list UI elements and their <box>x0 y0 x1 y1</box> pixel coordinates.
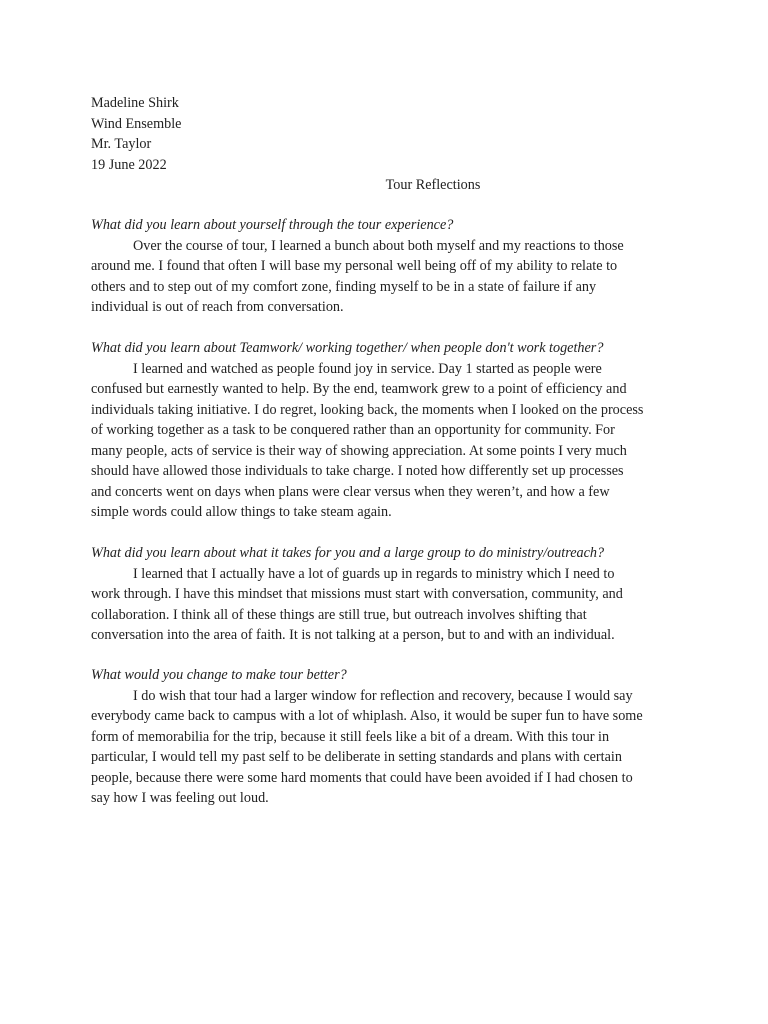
answer-line: Over the course of tour, I learned a bunch about both myself and my reactions to those <box>133 237 624 254</box>
answer-line: I do wish that tour had a larger window for reflection and recovery, because I would say <box>133 687 633 704</box>
answer-line: everybody came back to campus with a lot of whiplash. Also, it would be super fun to have some <box>91 708 643 724</box>
answer-line: particular, I would tell my past self to be deliberate in setting standards and plans with certain <box>91 749 622 765</box>
question-heading: What did you learn about Teamwork/ working together/ when people don't work together? <box>91 340 604 356</box>
question-heading: What did you learn about yourself through the tour experience? <box>91 217 454 233</box>
reflection-section-teamwork <box>91 338 681 523</box>
reflection-section-self <box>91 215 681 318</box>
answer-line: of working together as a task to be conquered rather than an opportunity for community. For <box>91 422 615 438</box>
answer-line: individuals taking initiative. I do regret, looking back, the moments when I looked on the process <box>91 401 644 418</box>
author-name: Madeline Shirk <box>91 95 179 111</box>
answer-line: collaboration. I think all of these things are still true, but outreach involves shifting that <box>91 606 587 623</box>
answer-line: I learned that I actually have a lot of guards up in regards to ministry which I need to <box>133 565 615 582</box>
answer-line: should have allowed those individuals to take charge. I noted how differently set up processes <box>91 463 624 479</box>
answer-line: simple words could allow things to take steam again. <box>91 504 392 520</box>
document-title: Tour Reflections <box>385 177 481 193</box>
answer-paragraph <box>91 564 681 646</box>
answer-paragraph <box>91 236 681 318</box>
course-name: Wind Ensemble <box>91 115 182 132</box>
reflection-section-ministry <box>91 543 681 646</box>
answer-line: many people, acts of service is their way of showing appreciation. At some points I very much <box>91 442 627 459</box>
instructor-name: Mr. Taylor <box>91 136 152 152</box>
answer-line: around me. I found that often I will base my personal well being off of my ability to relate to <box>91 258 618 274</box>
question-heading: What would you change to make tour better? <box>91 667 347 683</box>
answer-line: and concerts went on days when plans were clear versus when they weren’t, and how a few <box>91 483 610 500</box>
answer-line: conversation into the area of faith. It is not talking at a person, but to and with an individual. <box>91 627 615 643</box>
reflection-section-improvements <box>91 665 681 809</box>
answer-line: individual is out of reach from conversation. <box>91 299 344 315</box>
answer-paragraph <box>91 359 681 523</box>
answer-line: work through. I have this mindset that missions must start with conversation, community, and <box>91 586 623 602</box>
heading-block <box>91 93 181 175</box>
answer-line: people, because there were some hard moments that could have been avoided if I had chosen to <box>91 769 633 786</box>
question-heading: What did you learn about what it takes for you and a large group to do ministry/outreach? <box>91 545 605 561</box>
answer-line: say how I was feeling out loud. <box>91 790 269 806</box>
answer-paragraph <box>91 686 681 809</box>
document-date: 19 June 2022 <box>91 156 167 173</box>
answer-line: I learned and watched as people found joy in service. Day 1 started as people were <box>133 360 602 377</box>
answer-line: others and to step out of my comfort zone, finding myself to be in a state of failure if any <box>91 278 597 295</box>
answer-line: confused but earnestly wanted to help. By the end, teamwork grew to a point of efficiency and <box>91 381 627 397</box>
answer-line: form of memorabilia for the trip, because it still feels like a bit of a dream. With this tour in <box>91 728 610 745</box>
